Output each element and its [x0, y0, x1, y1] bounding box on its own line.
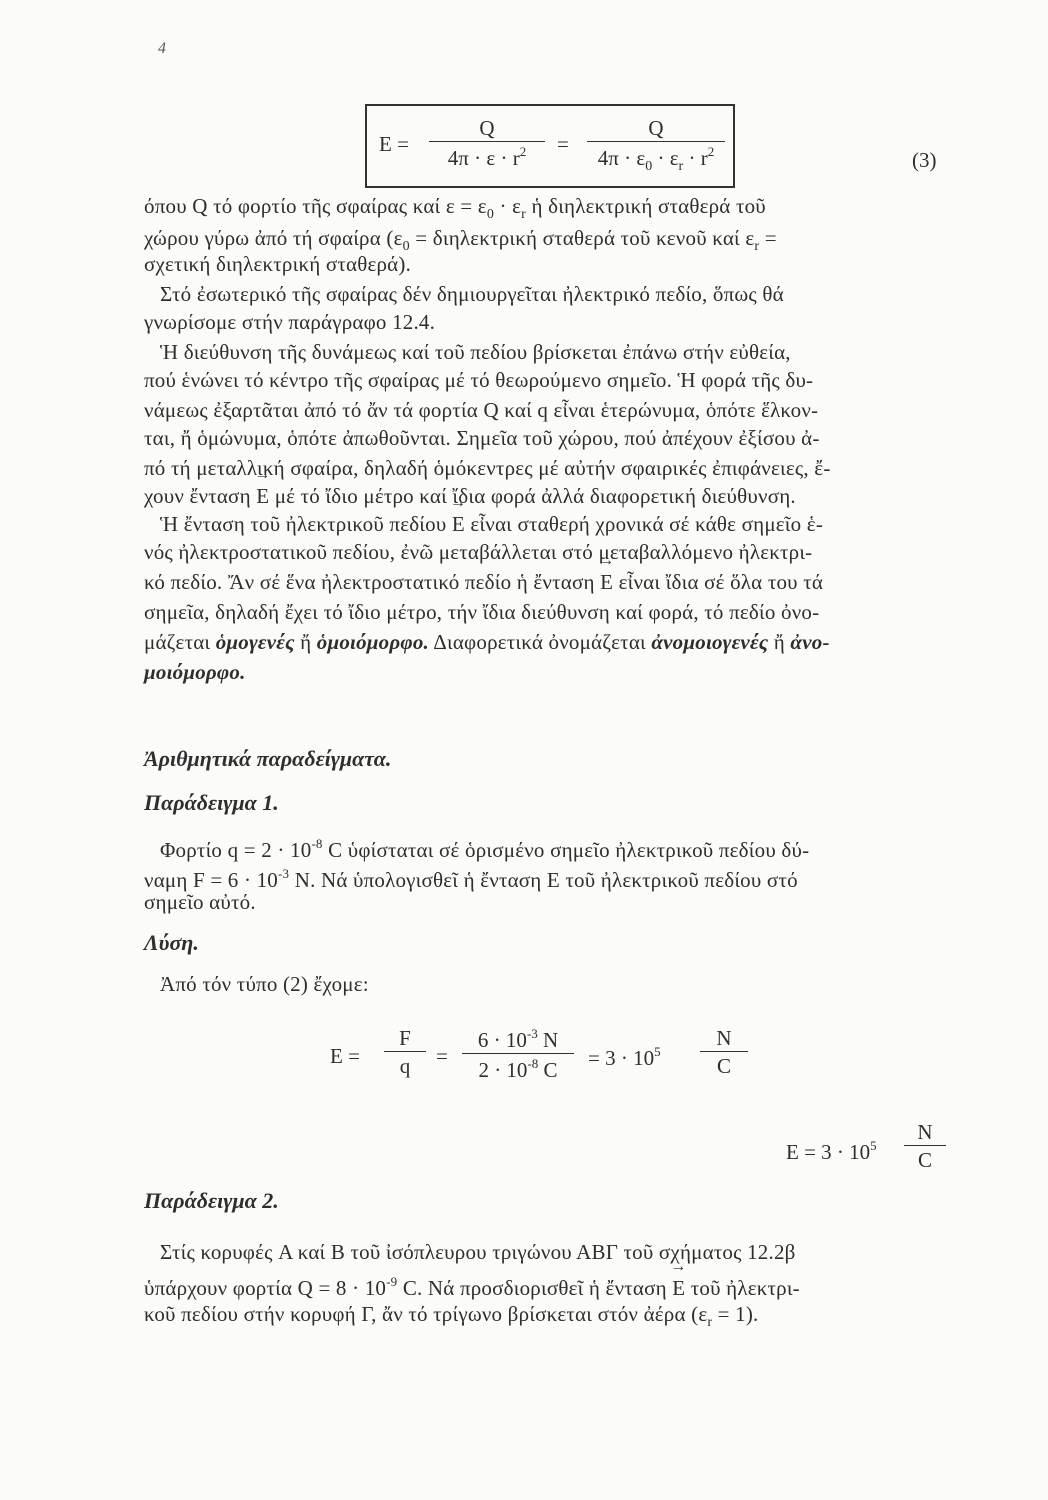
eqA-fraction-f-q: $\frac{F}{q}$: [384, 1026, 426, 1079]
p3-line-5: πό τή μεταλλική σφαίρα, δηλαδή ὁμόκεντρες μέ αὐτήν σφαιρικές ἐπιφάνειες, ἔ-: [144, 456, 831, 480]
p3-line-2: πού ἑνώνει τό κέντρο τῆς σφαίρας μέ τό θεωρούμενο σημεῖο. Ἡ φορά τῆς δυ-: [144, 368, 814, 392]
p1-line-1: όπου Q τό φορτίο τῆς σφαίρας καί $\varepsilon = \varepsilon_0 \cdot \varepsilon_r$ ἡ διηλεκτρική σταθερά τοῦ: [144, 194, 766, 222]
eqA-fraction-values: $\frac{6 \cdot 10^{-3} N}{2 \cdot 10^{-8} C}$: [462, 1026, 574, 1083]
eqB-fraction-units: $\frac{N}{C}$: [904, 1120, 946, 1173]
p4-line-1: Ἡ ἔνταση τοῦ ἠλεκτρικοῦ πεδίου → E εἶναι σταθερή χρονικά σέ κάθε σημεῖο ἑ-: [160, 512, 823, 536]
p3-line-3: νάμεως ἐξαρτᾶται ἀπό τό ἄν τά φορτία Q καί q εἶναι ἑτερώνυμα, ὁπότε ἕλκον-: [144, 398, 819, 422]
p4-line-3: κό πεδίο. Ἄν σέ ἕνα ἠλεκτροστατικό πεδίο ἡ ἔνταση → E εἶναι ἴδια σέ ὅλα του τά: [144, 570, 823, 594]
heading-example-2: Παράδειγμα 2.: [144, 1188, 279, 1213]
ex2-line-3: κοῦ πεδίου στήν κορυφή Γ, ἄν τό τρίγωνο βρίσκεται στόν ἀέρα $(\varepsilon_r = 1)$.: [144, 1302, 759, 1330]
solution-intro: Ἀπό τόν τύπο (2) ἔχομε:: [160, 972, 369, 996]
vector-e: → E: [672, 1276, 685, 1300]
ex2-line-2: ὑπάρχουν φορτία $Q = 8 \cdot 10^{-9}$ C. Νά προσδιορισθεῖ ἡ ἔνταση → E τοῦ ἠλεκτρι-: [144, 1270, 800, 1300]
ex1-line-1: Φορτίο $q = 2 \cdot 10^{-8}$ C ὑφίσταται σέ ὁρισμένο σημεῖο ἠλεκτρικοῦ πεδίου δύ-: [160, 836, 810, 862]
vector-e: → E: [452, 512, 465, 536]
heading-solution: Λύση.: [144, 930, 199, 955]
eq3-num1: Q: [479, 116, 495, 140]
p3-line-6: χουν ἔνταση → E μέ τό ἴδιο μέτρο καί ἴδια φορά ἀλλά διαφορετική διεύθυνση.: [144, 484, 796, 508]
p4-line-4: σημεῖα, δηλαδή ἔχει τό ἴδιο μέτρο, τήν ἴδια διεύθυνση καί φορά, τό πεδίο ὀνο-: [144, 600, 820, 624]
p1-line-2: χώρου γύρω ἀπό τή σφαίρα ($\varepsilon_0 = \delta\iota\eta\lambda\varepsilon\kappa\tau\rho\iota\kappa ή$ σταθερά τοῦ κενοῦ καί $\varepsilon_r$ =: [144, 226, 777, 254]
eq3-den2: $4\pi \cdot \varepsilon_0 \cdot \varepsilon_r \cdot r^2$: [587, 141, 725, 175]
heading-numeric-examples: Ἀριθμητικά παραδείγματα.: [144, 746, 392, 771]
p3-line-4: ται, ἤ ὁμώνυμα, ὁπότε ἀπωθοῦνται. Σημεῖα τοῦ χώρου, πού ἀπέχουν ἐξίσου ἀ-: [144, 426, 820, 450]
p3-line-1: Ἡ διεύθυνση τῆς δυνάμεως καί τοῦ πεδίου βρίσκεται ἐπάνω στήν εὐθεία,: [160, 340, 791, 364]
eq3-num2: Q: [648, 116, 664, 140]
page-number: 4: [158, 40, 166, 57]
vector-e: → E: [256, 484, 269, 508]
ex1-line-3: σημεῖο αὐτό.: [144, 890, 256, 914]
eq3-fraction-2: [587, 116, 725, 175]
eq3-fraction-1: [429, 116, 545, 171]
heading-example-1: Παράδειγμα 1.: [144, 790, 279, 815]
ex2-line-1: Στίς κορυφές A καί B τοῦ ἰσόπλευρου τριγώνου ΑΒΓ τοῦ σχήματος 12.2β: [160, 1240, 796, 1264]
p4-line-6: μοιόμορφο.: [144, 660, 246, 684]
p1-line-3: σχετική διηλεκτρική σταθερά).: [144, 252, 412, 276]
ex1-line-2: ναμη $F = 6 \cdot 10^{-3}$ N. Νά ὑπολογισθεῖ ἡ ἔνταση E τοῦ ἠλεκτρικοῦ πεδίου στό: [144, 866, 798, 892]
eq3-lhs: E =: [379, 132, 409, 156]
p4-line-5: μάζεται ὁμογενές ἤ ὁμοιόμορφο. Διαφορετικά ὀνομάζεται ἀνομοιογενές ἤ ἀνο-: [144, 630, 830, 654]
equation-3-box: [365, 104, 735, 188]
p2-line-1: Στό ἐσωτερικό τῆς σφαίρας δέν δημιουργεῖται ἠλεκτρικό πεδίο, ὅπως θά: [160, 282, 784, 306]
vector-e: → E: [600, 570, 613, 594]
p4-line-2: νός ἠλεκτροστατικοῦ πεδίου, ἐνῶ μεταβάλλεται στό μεταβαλλόμενο ἠλεκτρι-: [144, 540, 813, 564]
equation-number: (3): [912, 148, 937, 172]
eq3-equals: =: [557, 132, 569, 156]
eqA-fraction-units: $\frac{N}{C}$: [700, 1026, 748, 1079]
p2-line-2: γνωρίσομε στήν παράγραφο 12.4.: [144, 310, 436, 334]
eq3-den1: $4\pi \cdot \varepsilon \cdot r^2$: [429, 141, 545, 171]
